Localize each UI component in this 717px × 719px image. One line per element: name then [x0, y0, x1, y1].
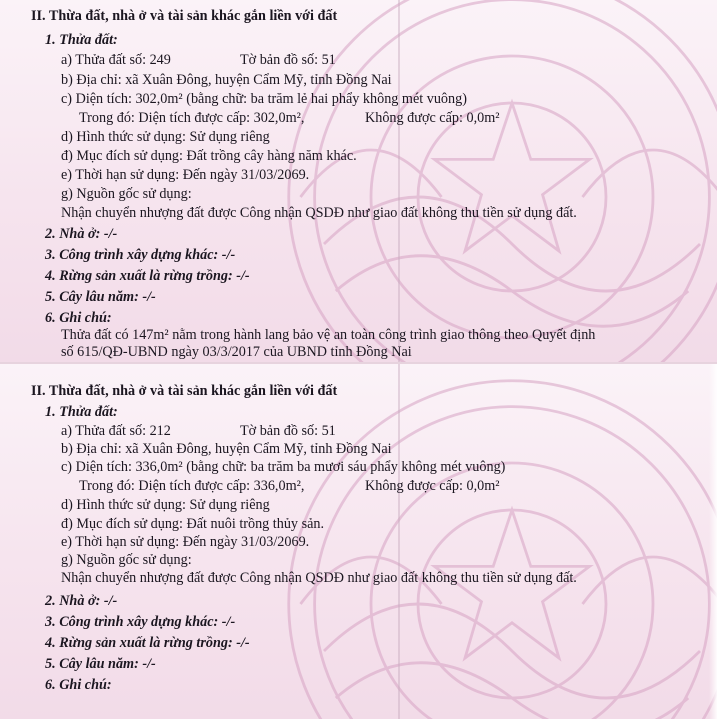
notes-label: 6. Ghi chú: [45, 310, 112, 326]
usage-term: e) Thời hạn sử dụng: Đến ngày 31/03/2069. [61, 167, 310, 183]
origin-text: Nhận chuyển nhượng đất được Công nhận QSDĐ như giao đất không thu tiền sử dụng đất. [61, 205, 577, 221]
parcel-area: c) Diện tích: 336,0m² (bằng chữ: ba trăm ba mươi sáu phẩy không mét vuông) [61, 459, 506, 475]
production-forest-item: 4. Rừng sản xuất là rừng trồng: -/- [45, 635, 250, 651]
other-works-item: 3. Công trình xây dựng khác: -/- [45, 614, 236, 630]
notes-line-2: số 615/QĐ-UBND ngày 03/3/2017 của UBND tỉnh Đồng Nai [61, 344, 412, 360]
usage-term: e) Thời hạn sử dụng: Đến ngày 31/03/2069. [61, 534, 310, 550]
certificate-page-bottom [0, 362, 717, 719]
house-item: 2. Nhà ở: -/- [45, 593, 118, 609]
perennial-trees-item: 5. Cây lâu năm: -/- [45, 656, 156, 672]
area-granted: Trong đó: Diện tích được cấp: 302,0m², [79, 110, 305, 126]
parcel-address: b) Địa chỉ: xã Xuân Đông, huyện Cẩm Mỹ, tỉnh Đồng Nai [61, 441, 392, 457]
fold-line [398, 364, 400, 719]
parcel-heading: 1. Thửa đất: [45, 32, 118, 48]
origin-label: g) Nguồn gốc sử dụng: [61, 552, 192, 568]
section-title: II. Thừa đất, nhà ở và tài sản khác gắn liền với đất [31, 8, 338, 24]
map-sheet-number: Tờ bản đồ số: 51 [240, 423, 336, 439]
map-sheet-number: Tờ bản đồ số: 51 [240, 52, 336, 68]
state-emblem-watermark-icon [277, 369, 717, 719]
parcel-address: b) Địa chỉ: xã Xuân Đông, huyện Cẩm Mỹ, tỉnh Đồng Nai [61, 72, 392, 88]
area-granted: Trong đó: Diện tích được cấp: 336,0m², [79, 478, 305, 494]
parcel-number: a) Thửa đất số: 212 [61, 423, 171, 439]
usage-form: d) Hình thức sử dụng: Sử dụng riêng [61, 497, 270, 513]
area-not-granted: Không được cấp: 0,0m² [365, 110, 500, 126]
usage-form: d) Hình thức sử dụng: Sử dụng riêng [61, 129, 270, 145]
origin-label: g) Nguồn gốc sử dụng: [61, 186, 192, 202]
perennial-trees-item: 5. Cây lâu năm: -/- [45, 289, 156, 305]
area-not-granted: Không được cấp: 0,0m² [365, 478, 500, 494]
page-edge [709, 364, 717, 719]
origin-text: Nhận chuyển nhượng đất được Công nhận QSDĐ như giao đất không thu tiền sử dụng đất. [61, 570, 577, 586]
state-emblem-watermark-icon [277, 0, 717, 362]
notes-label: 6. Ghi chú: [45, 677, 112, 693]
notes-line-1: Thửa đất có 147m² nằm trong hành lang bảo vệ an toàn công trình giao thông theo Quyết định [61, 327, 596, 343]
section-title: II. Thừa đất, nhà ở và tài sản khác gắn liền với đất [31, 383, 338, 399]
other-works-item: 3. Công trình xây dựng khác: -/- [45, 247, 236, 263]
parcel-area: c) Diện tích: 302,0m² (bằng chữ: ba trăm lẻ hai phẩy không mét vuông) [61, 91, 467, 107]
parcel-heading: 1. Thửa đất: [45, 404, 118, 420]
parcel-number: a) Thửa đất số: 249 [61, 52, 171, 68]
usage-purpose: đ) Mục đích sử dụng: Đất trồng cây hàng năm khác. [61, 148, 357, 164]
house-item: 2. Nhà ở: -/- [45, 226, 118, 242]
fold-line [398, 0, 400, 362]
usage-purpose: đ) Mục đích sử dụng: Đất nuôi trồng thủy sản. [61, 516, 325, 532]
production-forest-item: 4. Rừng sản xuất là rừng trồng: -/- [45, 268, 250, 284]
